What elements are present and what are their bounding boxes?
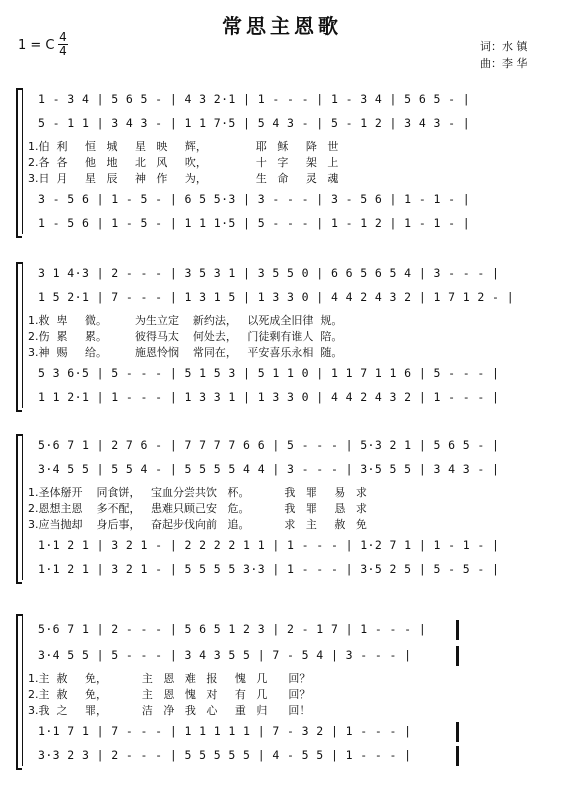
part-1-notes: 3 1 4·3 | 2 - - - | 3 5 3 1 | 3 5 5 0 | 6 6 5 6 5 4 | 3 - - - | — [38, 266, 500, 280]
system-barline — [22, 434, 23, 580]
time-signature-top: 4 — [59, 30, 67, 44]
final-barline — [456, 722, 459, 742]
part-2-notes: 3·4 5 5 | 5 5 4 - | 5 5 5 5 4 4 | 3 - - - | 3·5 5 5 | 3 4 3 - | — [38, 462, 500, 476]
system-barline — [22, 614, 23, 766]
system-barline — [22, 262, 23, 408]
lyric-verse-3: 3.应当抛却 身后事， 奋起步伐向前 追。 求 主 赦 免 — [28, 518, 367, 531]
part-3-notes: 1·1 2 1 | 3 2 1 - | 2 2 2 2 1 1 | 1 - - - | 1·2 7 1 | 1 - 1 - | — [38, 538, 500, 552]
lyric-verse-1: 1.主 赦 免， 主 恩 难 报 愧 几 回？ — [28, 672, 311, 685]
part-4-notes: 1·1 2 1 | 3 2 1 - | 5 5 5 5 3·3 | 1 - - - | 3·5 2 5 | 5 - 5 - | — [38, 562, 500, 576]
score-system-2 — [10, 262, 550, 412]
part-1-notes: 1 - 3 4 | 5 6 5 - | 4 3 2·1 | 1 - - - | 1 - 3 4 | 5 6 5 - | — [38, 92, 471, 106]
final-barline — [456, 746, 459, 766]
part-2-notes: 5 - 1 1 | 3 4 3 - | 1 1 7·5 | 5 4 3 - | 5 - 1 2 | 3 4 3 - | — [38, 116, 471, 130]
lyric-verse-2: 2.各 各 他 地 北 风 吹， 十 字 架 上 — [28, 156, 339, 169]
system-barline — [22, 88, 23, 234]
lyric-verse-1: 1.救 卑 微。 为生立定 新约法， 以死成全旧律 规。 — [28, 314, 343, 327]
part-1-notes: 5·6 7 1 | 2 - - - | 5 6 5 1 2 3 | 2 - 1 7 | 1 - - - | — [38, 622, 427, 636]
lyric-verse-1: 1.伯 利 恒 城 星 映 辉， 耶 稣 降 世 — [28, 140, 339, 153]
part-3-notes: 1·1 7 1 | 7 - - - | 1 1 1 1 1 | 7 - 3 2 | 1 - - - | — [38, 724, 412, 738]
time-signature — [58, 31, 68, 58]
part-3-notes: 5 3 6·5 | 5 - - - | 5 1 5 3 | 5 1 1 0 | 1 1 7 1 1 6 | 5 - - - | — [38, 366, 500, 380]
composer-credit: 曲：李 华 — [480, 57, 528, 70]
lyricist-credit: 词：水 镇 — [480, 40, 528, 53]
part-2-notes: 3·4 5 5 | 5 - - - | 3 4 3 5 5 | 7 - 5 4 | 3 - - - | — [38, 648, 412, 662]
part-3-notes: 3 - 5 6 | 1 - 5 - | 6 5 5·3 | 3 - - - | 3 - 5 6 | 1 - 1 - | — [38, 192, 471, 206]
part-2-notes: 1 5 2·1 | 7 - - - | 1 3 1 5 | 1 3 3 0 | 4 4 2 4 3 2 | 1 7 1 2 - | — [38, 290, 515, 304]
time-signature-bottom: 4 — [59, 44, 67, 58]
score-system-1 — [10, 88, 550, 238]
score-system-4 — [10, 614, 550, 774]
part-4-notes: 3·3 2 3 | 2 - - - | 5 5 5 5 5 | 4 - 5 5 | 1 - - - | — [38, 748, 412, 762]
score-system-3 — [10, 434, 550, 584]
lyric-verse-2: 2.主 赦 免， 主 恩 愧 对 有 几 回？ — [28, 688, 311, 701]
lyric-verse-1: 1.圣体掰开 同食饼， 宝血分尝共饮 杯。 我 罪 易 求 — [28, 486, 367, 499]
part-1-notes: 5·6 7 1 | 2 7 6 - | 7 7 7 7 6 6 | 5 - - - | 5·3 2 1 | 5 6 5 - | — [38, 438, 500, 452]
lyric-verse-2: 2.伤 累 累。 彼得马太 何处去， 门徒剩有谁人 陪。 — [28, 330, 343, 343]
song-title: 常思主恩歌 — [222, 14, 342, 38]
final-barline — [456, 646, 459, 666]
lyric-verse-3: 3.我 之 罪， 洁 净 我 心 重 归 回！ — [28, 704, 311, 717]
lyric-verse-2: 2.恩想主恩 多不配， 患难只顾己安 危。 我 罪 恳 求 — [28, 502, 367, 515]
lyric-verse-3: 3.神 赐 给。 施恩怜悯 常同在， 平安喜乐永相 随。 — [28, 346, 343, 359]
part-4-notes: 1 - 5 6 | 1 - 5 - | 1 1 1·5 | 5 - - - | 1 - 1 2 | 1 - 1 - | — [38, 216, 471, 230]
key-signature: 1 = C — [18, 38, 55, 53]
final-barline — [456, 620, 459, 640]
part-4-notes: 1 1 2·1 | 1 - - - | 1 3 3 1 | 1 3 3 0 | 4 4 2 4 3 2 | 1 - - - | — [38, 390, 500, 404]
lyric-verse-3: 3.日 月 星 辰 神 作 为， 生 命 灵 魂 — [28, 172, 339, 185]
